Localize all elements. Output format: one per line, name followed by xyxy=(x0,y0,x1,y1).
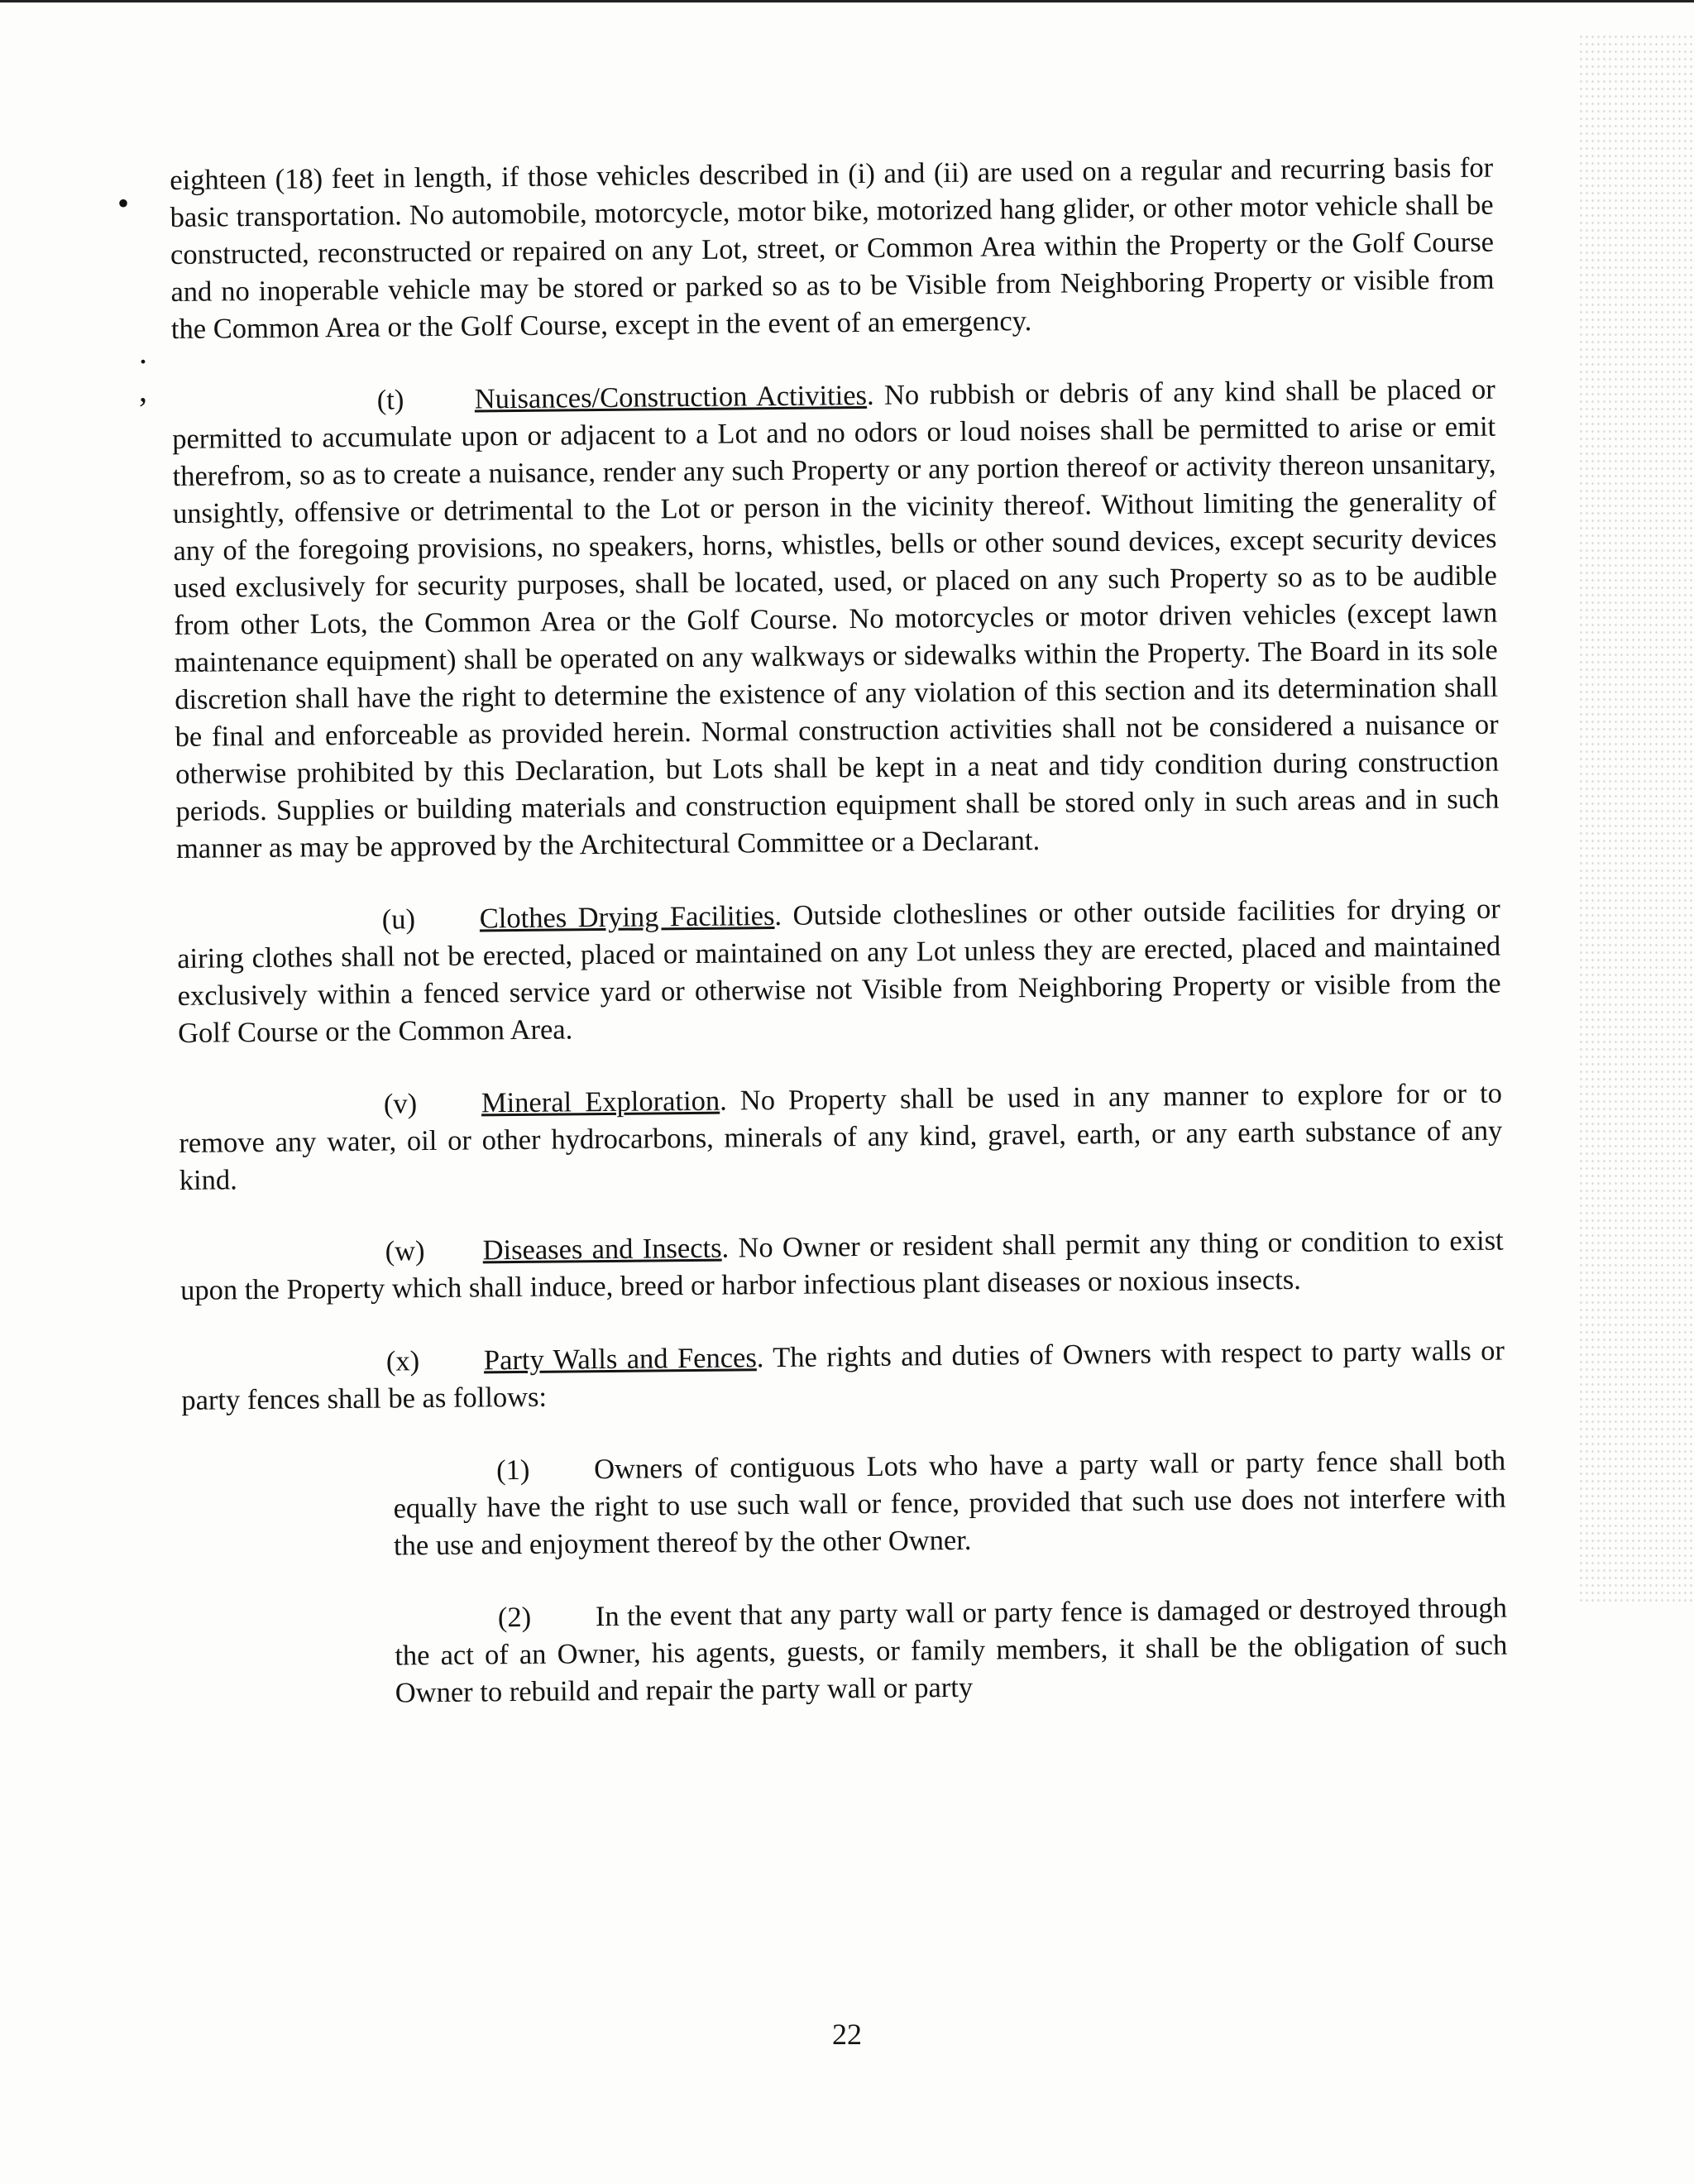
scan-speckle-noise xyxy=(1578,33,1694,1605)
page-number: 22 xyxy=(832,2018,862,2051)
subparagraph-label: (2) xyxy=(497,1601,532,1634)
margin-mark: . xyxy=(139,333,147,371)
paragraph-text: No rubbish or debris of any kind shall be placed or permitted to accumulate upon or adjacent to a Lot and no odors or loud noises shall be permitted to arise or emit therefrom, so as to create a nuisance, render any such Property or any portion thereof or activity thereon unsanitary, unsightly, offensive or detrimental to the Lot or person in the vicinity thereof. Without limiting the generality of any of the foregoing provisions, no speakers, horns, whistles, bells or other sound devices, except security devices used exclusively for security purposes, shall be located, used, or placed on any such Property so as to be audible from other Lots, the Common Area or the Golf Course. No motorcycles or motor driven vehicles (except lawn maintenance equipment) shall be operated on any walkways or sidewalks within the Property. The Board in its sole discretion shall have the right to determine the existence of any violation of this section and its determination shall be final and enforceable as provided herein. Normal construction activities shall not be considered a nuisance or otherwise prohibited by this Declaration, but Lots shall be kept in a neat and tidy condition during construction periods. Supplies or building materials and construction equipment shall be stored only in such areas and in such manner as may be approved by the Architectural Committee or a Declarant. xyxy=(172,373,1500,864)
paragraph-label: (t) xyxy=(376,384,404,416)
paragraph-label: (x) xyxy=(385,1345,420,1377)
subparagraph-label: (1) xyxy=(496,1454,530,1487)
section-heading: Clothes Drying Facilities xyxy=(479,900,775,935)
paragraph-w: (w) Diseases and Insects. No Owner or resident shall permit any thing or condition to exist upon the Property which shall induce, breed or harbor infectious plant diseases or noxious insects. xyxy=(179,1224,1504,1306)
paragraph-v: (v) Mineral Exploration. No Property shall be used in any manner to explore for or to remove any water, oil or other hydrocarbons, minerals of any kind, gravel, earth, or any earth substance of any kind. xyxy=(179,1077,1503,1196)
section-heading: Mineral Exploration xyxy=(481,1085,720,1119)
subparagraph-x-2 xyxy=(395,1590,1508,1712)
subparagraph-text: Owners of contiguous Lots who have a party wall or party fence shall both equally have the right to use such wall or fence, provided that such use does not interfere with the use and enjoyment thereof by the other Owner. xyxy=(393,1444,1506,1562)
paragraph-text: Outside clotheslines or other outside facilities for drying or airing clothes shall not be erected, placed or maintained on any Lot unless they are erected, placed and maintained exclusively within a fenced service yard or otherwise not Visible from Neighboring Property or visible from the Golf Course or the Common Area. xyxy=(177,893,1501,1049)
section-heading: Party Walls and Fences xyxy=(483,1342,757,1377)
paragraph-text: The rights and duties of Owners with respect to party walls or party fences shall be as follows: xyxy=(181,1334,1505,1416)
paragraph-text: eighteen (18) feet in length, if those vehicles described in (i) and (ii) are used on a regular and recurring basis for basic transportation. No automobile, motorcycle, motor bike, motorized hang glider, or other motor vehicle shall be constructed, reconstructed or repaired on any Lot, street, or Common Area within the Property or the Golf Course and no inoperable vehicle may be stored or parked so as to be Visible from Neighboring Property or visible from the Common Area or the Golf Course, except in the event of an emergency. xyxy=(170,151,1495,345)
section-heading: Nuisances/Construction Activities xyxy=(474,379,868,415)
subparagraph-x-1 xyxy=(393,1443,1506,1565)
paragraph-text: No Property shall be used in any manner to explore for or to remove any water, oil or other hydrocarbons, minerals of any kind, gravel, earth, or any earth substance of any kind. xyxy=(179,1077,1503,1196)
paragraph-text: No Owner or resident shall permit any thing or condition to exist upon the Property which shall induce, breed or harbor infectious plant diseases or noxious insects. xyxy=(179,1224,1504,1306)
subparagraph-text: In the event that any party wall or party fence is damaged or destroyed through the act of an Owner, his agents, guests, or family members, it shall be the obligation of such Owner to rebuild and repair the party wall or party xyxy=(395,1592,1508,1709)
paragraph-u: (u) Clothes Drying Facilities. Outside clotheslines or other outside facilities for drying or airing clothes shall not be erected, placed or maintained on any Lot unless they are erected, placed and maintained exclusively within a fenced service yard or otherwise not Visible from Neighboring Property or visible from the Golf Course or the Common Area. xyxy=(177,893,1501,1049)
section-heading: Diseases and Insects xyxy=(482,1232,722,1267)
paragraph-label: (u) xyxy=(381,903,416,936)
margin-mark: , xyxy=(139,371,147,409)
paragraph-t: (t) Nuisances/Construction Activities. No rubbish or debris of any kind shall be placed or permitted to accumulate upon or adjacent to a Lot and no odors or loud noises shall be permitted to arise or emit therefrom, so as to create a nuisance, render any such Property or any portion thereof or activity thereon unsanitary, unsightly, offensive or detrimental to the Lot or person in the vicinity thereof. Without limiting the generality of any of the foregoing provisions, no speakers, horns, whistles, bells or other sound devices, except security devices used exclusively for security purposes, shall be located, used, or placed on any such Property so as to be audible from other Lots, the Common Area or the Golf Course. No motorcycles or motor driven vehicles (except lawn maintenance equipment) shall be operated on any walkways or sidewalks within the Property. The Board in its sole discretion shall have the right to determine the existence of any violation of this section and its determination shall be final and enforceable as provided herein. Normal construction activities shall not be considered a nuisance or otherwise prohibited by this Declaration, but Lots shall be kept in a neat and tidy condition during construction periods. Supplies or building materials and construction equipment shall be stored only in such areas and in such manner as may be approved by the Architectural Committee or a Declarant. xyxy=(172,373,1500,864)
scan-top-edge xyxy=(0,0,1694,2)
paragraph-x: (x) Party Walls and Fences. The rights and duties of Owners with respect to party walls or party fences shall be as follows: xyxy=(181,1334,1505,1416)
paragraph-continuation xyxy=(170,150,1495,348)
paragraph-label: (w) xyxy=(385,1235,425,1267)
margin-mark: • xyxy=(117,184,130,222)
paragraph-label: (v) xyxy=(383,1088,418,1120)
document-body xyxy=(170,150,1508,1750)
